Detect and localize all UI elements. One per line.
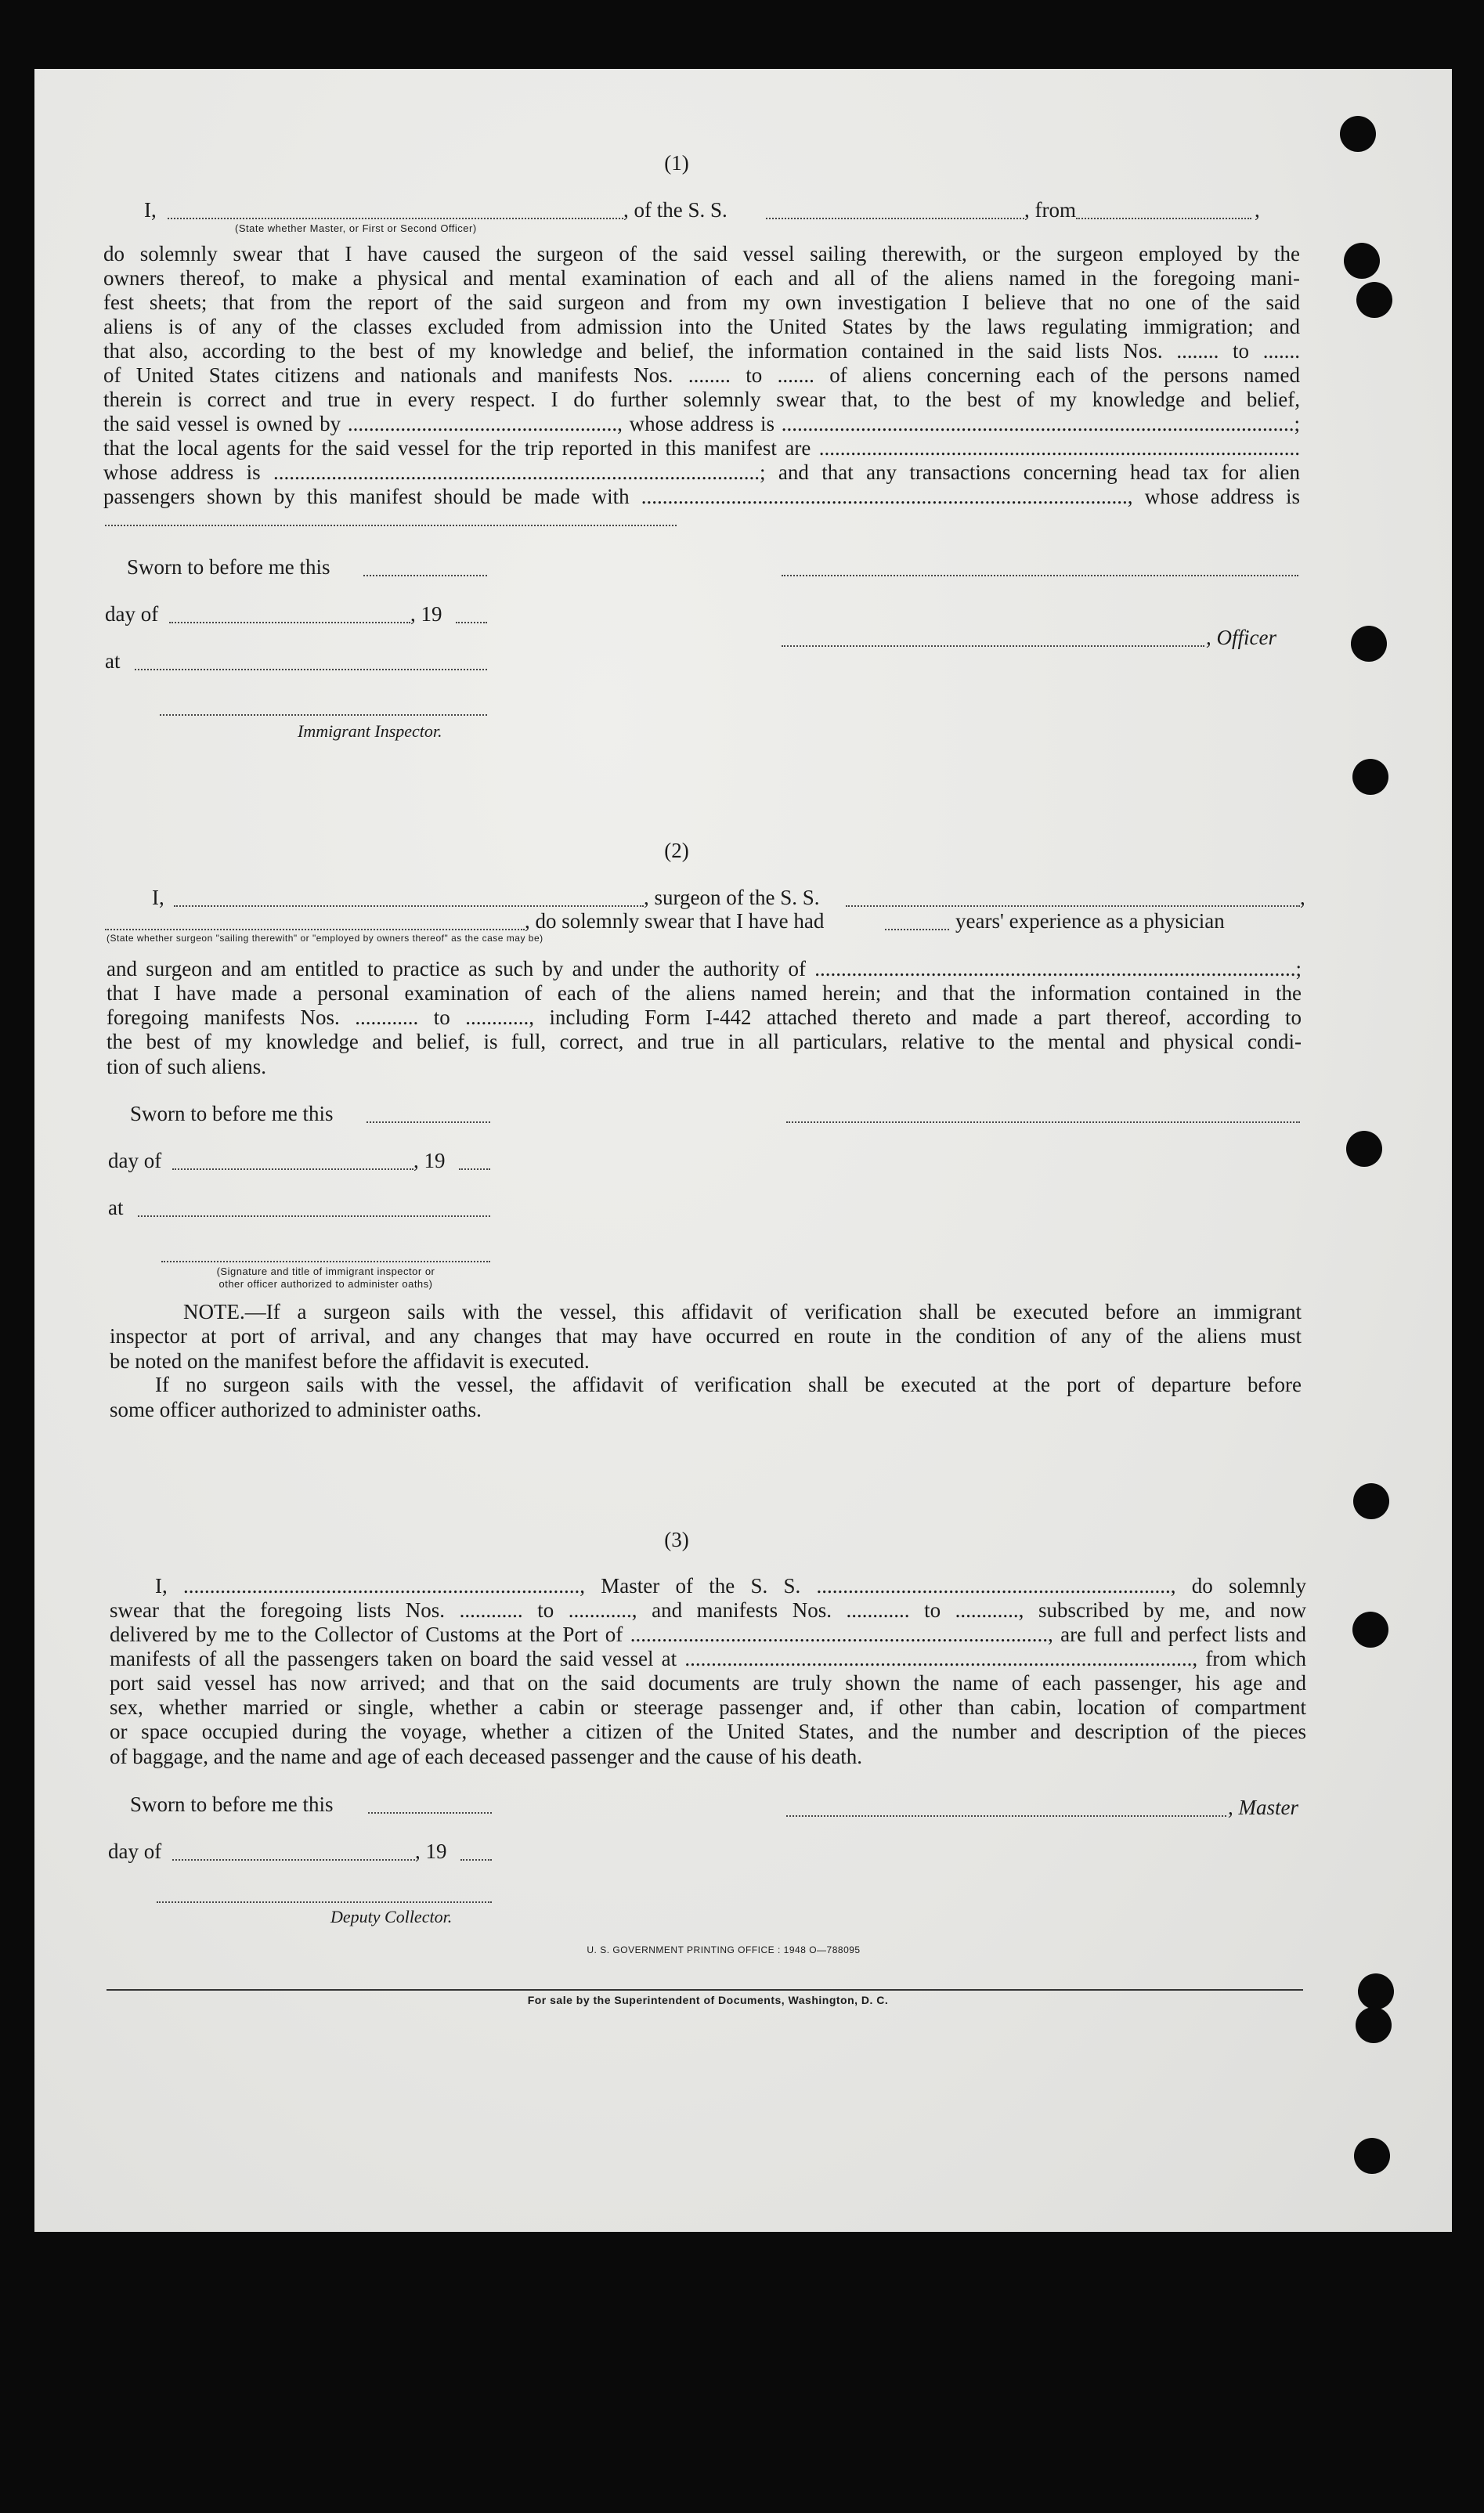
day-of-field-3[interactable]: [172, 1859, 415, 1861]
year-label: , 19: [410, 602, 442, 626]
sworn-date-field-3[interactable]: [368, 1812, 492, 1814]
section-1-body-line: that the local agents for the said vessel for the trip reported in this manifest are ...........................................................................................: [103, 436, 1300, 460]
section-3-body-line: swear that the foregoing lists Nos. ............ to ............, and manifests Nos. ............ to ............, subscribed by me, and now: [110, 1598, 1306, 1622]
officer-signature-field[interactable]: [782, 645, 1204, 647]
line-end-comma: ,: [1255, 198, 1260, 222]
form-page: [34, 69, 1452, 2232]
ship-name-field[interactable]: [766, 218, 1024, 219]
collector-signature-field[interactable]: [157, 1901, 492, 1903]
punch-hole: [1344, 243, 1380, 279]
section-2-body-line: the best of my knowledge and belief, is full, correct, and true in all particulars, relative to the mental and physical condi-: [107, 1030, 1302, 1053]
signature-hint-2: other officer authorized to administer oaths): [218, 1278, 433, 1290]
section-1-i: I,: [144, 198, 157, 222]
surgeon-of-label: , surgeon of the S. S.: [644, 886, 820, 909]
day-of-field-2[interactable]: [172, 1168, 413, 1170]
section-2-i: I,: [152, 886, 164, 909]
section-3-body-line: port said vessel has now arrived; and that on the said documents are truly shown the name of each passenger, his age and: [110, 1671, 1306, 1695]
sworn-date-field[interactable]: [363, 575, 487, 576]
signature-hint-1: (Signature and title of immigrant inspector or: [216, 1266, 435, 1277]
surgeon-hint: (State whether surgeon "sailing therewith" or "employed by owners thereof" as the case may be): [107, 933, 543, 944]
day-of-label-2: day of: [108, 1149, 162, 1172]
section-1-body-line: whose address is ............................................................................................; and that any transactions concerning head tax for alien: [103, 460, 1300, 484]
punch-hole: [1352, 759, 1388, 795]
section-1-body-line: fest sheets; that from the report of the said surgeon and from my own investigation I believe that no one of the said: [103, 291, 1300, 314]
note-line: inspector at port of arrival, and any changes that may have occurred en route in the condition of any of the aliens must: [110, 1324, 1302, 1348]
at-label: at: [105, 649, 121, 673]
section-1-body-line: owners thereof, to make a physical and mental examination of each and all of the aliens named in the foregoing mani-: [103, 266, 1300, 290]
years-label: years' experience as a physician: [955, 909, 1225, 933]
line-end-comma-2: ,: [1300, 886, 1305, 909]
section-2-body-line: that I have made a personal examination of each of the aliens named herein; and that the information contained in the: [107, 981, 1302, 1005]
punch-hole: [1356, 282, 1392, 318]
section-3-body-line: of baggage, and the name and age of each deceased passenger and the cause of his death.: [110, 1745, 863, 1768]
punch-hole: [1352, 1612, 1388, 1648]
collector-label: Deputy Collector.: [330, 1907, 453, 1926]
master-label: , Master: [1228, 1796, 1298, 1819]
from-port-field[interactable]: [1076, 218, 1251, 219]
agent-address-field[interactable]: [105, 525, 677, 526]
section-2-number: (2): [664, 839, 689, 862]
note-line: NOTE.—If a surgeon sails with the vessel, this affidavit of verification shall be executed before an immigrant: [183, 1300, 1302, 1323]
section-3-number: (3): [664, 1528, 689, 1551]
section-3-body-line: manifests of all the passengers taken on board the said vessel at ................................................................................................, from which: [110, 1647, 1306, 1670]
officer-name-field[interactable]: [782, 575, 1298, 576]
inspector-signature-field[interactable]: [160, 714, 487, 716]
sale-notice: For sale by the Superintendent of Documents, Washington, D. C.: [527, 1994, 889, 2006]
punch-hole: [1351, 626, 1387, 662]
punch-hole: [1356, 2007, 1392, 2043]
master-name-field[interactable]: [168, 218, 623, 219]
swear-label: , do solemnly swear that I have had: [525, 909, 825, 933]
section-1-body-line: passengers shown by this manifest should be made with ............................................................................................, whose address is: [103, 485, 1300, 508]
section-1-number: (1): [664, 151, 689, 175]
officer-label: , Officer: [1206, 626, 1276, 649]
surgeon-name-field[interactable]: [174, 905, 644, 907]
section-1-body-line: therein is correct and true in every respect. I do further solemnly swear that, to the best of my knowledge and belief,: [103, 388, 1300, 411]
day-of-field[interactable]: [169, 622, 410, 623]
section-1-body-line: that also, according to the best of my knowledge and belief, the information contained in the said lists Nos. ........ to .......: [103, 339, 1300, 363]
section-1-body-line: the said vessel is owned by ..................................................., whose address is .................................................................................................;: [103, 412, 1300, 435]
ship-name-field-2[interactable]: [846, 905, 1300, 907]
of-the-ss-label: , of the S. S.: [623, 198, 728, 222]
note-line: be noted on the manifest before the affidavit is executed.: [110, 1349, 590, 1373]
section-3-body-line: sex, whether married or single, whether a cabin or steerage passenger and, if other than cabin, location of compartment: [110, 1695, 1306, 1719]
master-signature-field[interactable]: [786, 1815, 1226, 1817]
sworn-date-field-2[interactable]: [366, 1121, 490, 1123]
sworn-label-3: Sworn to before me this: [130, 1793, 334, 1816]
year-field[interactable]: [456, 622, 487, 623]
punch-hole: [1353, 1483, 1389, 1519]
inspector-signature-field-2[interactable]: [161, 1261, 490, 1262]
section-1-body-line: do solemnly swear that I have caused the surgeon of the said vessel sailing therewith, or the surgeon employed by the: [103, 242, 1300, 265]
section-1-body-line: aliens is of any of the classes excluded from admission into the United States by the laws regulating immigration; and: [103, 315, 1300, 338]
section-3-body-line: I, ..........................................................................., Master of the S. S. ..................................................................., do solemnly: [155, 1574, 1306, 1598]
day-of-label: day of: [105, 602, 159, 626]
section-2-body-line: foregoing manifests Nos. ............ to ............, including Form I-442 attached thereto and made a part thereof, according to: [107, 1006, 1302, 1029]
master-hint: (State whether Master, or First or Second Officer): [235, 222, 477, 234]
inspector-label: Immigrant Inspector.: [298, 721, 442, 741]
surgeon-signature-field[interactable]: [786, 1121, 1300, 1123]
years-field[interactable]: [885, 929, 949, 930]
at-label-2: at: [108, 1196, 124, 1219]
section-3-body-line: or space occupied during the voyage, whether a citizen of the United States, and the number and description of the pieces: [110, 1720, 1306, 1743]
day-of-label-3: day of: [108, 1840, 162, 1863]
sworn-label-2: Sworn to before me this: [130, 1102, 334, 1125]
note-line: If no surgeon sails with the vessel, the affidavit of verification shall be executed at the port of departure before: [155, 1373, 1302, 1396]
punch-hole: [1340, 116, 1376, 152]
year-label-3: , 19: [415, 1840, 447, 1863]
section-2-body-line: and surgeon and am entitled to practice as such by and under the authority of ...........................................................................................;: [107, 957, 1302, 980]
at-place-field[interactable]: [135, 669, 487, 670]
punch-hole: [1354, 2138, 1390, 2174]
from-label: , from: [1024, 198, 1076, 222]
gpo-imprint: U. S. GOVERNMENT PRINTING OFFICE : 1948 O—788095: [587, 1944, 861, 1955]
punch-hole: [1346, 1131, 1382, 1167]
section-2-body-line: tion of such aliens.: [107, 1055, 266, 1078]
year-field-3[interactable]: [460, 1859, 492, 1861]
surgeon-status-field[interactable]: [105, 929, 525, 930]
footer-rule: [107, 1989, 1303, 1991]
section-1-body-line: of United States citizens and nationals and manifests Nos. ........ to ....... of aliens concerning each of the persons named: [103, 363, 1300, 387]
note-line: some officer authorized to administer oaths.: [110, 1398, 482, 1421]
sworn-label: Sworn to before me this: [127, 555, 330, 579]
year-field-2[interactable]: [459, 1168, 490, 1170]
at-place-field-2[interactable]: [138, 1215, 490, 1217]
year-label-2: , 19: [413, 1149, 446, 1172]
section-3-body-line: delivered by me to the Collector of Customs at the Port of ..............................................................................., are full and perfect lists and: [110, 1623, 1306, 1646]
